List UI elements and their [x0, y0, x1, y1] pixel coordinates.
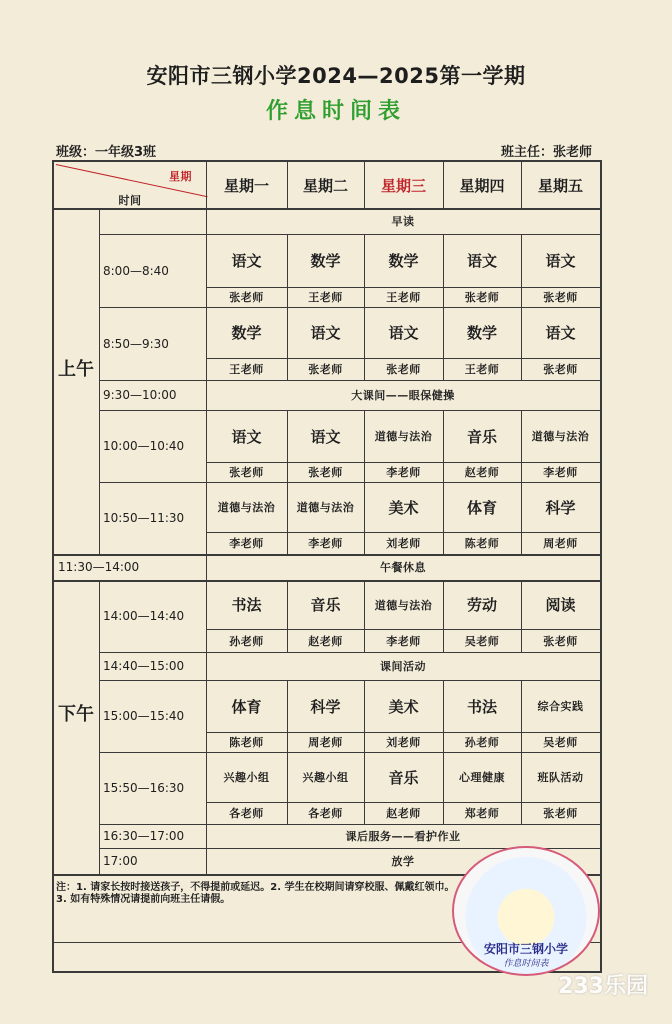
grid-line — [99, 752, 600, 753]
grid-line — [364, 162, 365, 208]
teacher-cell: 张老师 — [229, 466, 264, 479]
teacher-cell: 陈老师 — [464, 537, 500, 550]
time-slot: 14:40—15:00 — [103, 659, 185, 673]
grid-line — [206, 358, 600, 359]
grid-line — [99, 380, 600, 381]
teacher-cell: 张老师 — [543, 291, 578, 304]
teacher-cell: 王老师 — [464, 363, 500, 376]
teacher-cell: 王老师 — [229, 363, 264, 376]
teacher-cell: 王老师 — [386, 291, 421, 304]
subject-cell: 音乐 — [310, 596, 341, 614]
subject-cell: 兴趣小组 — [302, 771, 349, 784]
grid-line — [443, 680, 444, 824]
grid-line — [521, 162, 522, 208]
teacher-cell: 张老师 — [308, 466, 343, 479]
grid-line — [206, 732, 600, 733]
grid-line — [206, 462, 600, 463]
teacher-cell: 各老师 — [229, 807, 264, 820]
grid-line — [521, 680, 522, 824]
teacher-cell: 各老师 — [308, 807, 343, 820]
teacher-cell: 张老师 — [386, 363, 421, 376]
grid-line — [99, 652, 600, 653]
seal-subtext: 作息时间表 — [503, 959, 549, 969]
teacher-cell: 李老师 — [308, 537, 343, 550]
teacher-cell: 张老师 — [543, 363, 578, 376]
grid-line — [206, 629, 600, 630]
grid-line — [99, 482, 600, 483]
grid-line — [364, 410, 365, 554]
teacher-cell: 王老师 — [308, 291, 343, 304]
subject-cell: 美术 — [388, 498, 419, 517]
subject-cell: 心理健康 — [459, 771, 505, 784]
grid-line — [521, 410, 522, 554]
teacher-cell: 周老师 — [308, 736, 343, 749]
page-title: 安阳市三钢小学2024—2025第一学期 — [146, 64, 526, 88]
morning-reading-row: 早读 — [391, 215, 415, 228]
subject-cell: 音乐 — [388, 768, 419, 787]
grid-line — [99, 208, 100, 554]
subject-cell: 语文 — [388, 324, 419, 342]
teacher-cell: 刘老师 — [386, 736, 421, 749]
grid-line — [206, 287, 600, 288]
grid-line — [99, 234, 600, 235]
grid-line — [521, 580, 522, 652]
subject-cell: 美术 — [388, 697, 419, 716]
grid-line — [54, 580, 600, 582]
time-slot: 8:00—8:40 — [103, 263, 169, 278]
grid-line — [99, 824, 600, 825]
grid-line — [99, 580, 100, 874]
subject-cell: 语文 — [231, 427, 262, 446]
grid-line — [287, 580, 288, 652]
subject-cell: 数学 — [310, 252, 341, 270]
teacher-cell: 周老师 — [543, 537, 578, 550]
lunch-row: 午餐休息 — [380, 561, 426, 574]
activity-row: 课间活动 — [380, 660, 426, 673]
grid-line — [443, 580, 444, 652]
subject-cell: 书法 — [231, 596, 262, 614]
teacher-cell: 张老师 — [543, 807, 578, 820]
page-subtitle: 作息时间表 — [265, 99, 406, 124]
grid-line — [287, 162, 288, 208]
grid-line — [443, 410, 444, 554]
teacher-cell: 赵老师 — [308, 634, 343, 648]
subject-cell: 科学 — [310, 697, 341, 716]
break-row: 大课间——眼保健操 — [351, 389, 455, 402]
subject-cell: 书法 — [466, 697, 497, 716]
grid-line — [54, 554, 600, 556]
subject-cell: 道德与法治 — [531, 430, 590, 443]
day-header: 星期一 — [223, 176, 269, 195]
subject-cell: 数学 — [388, 252, 419, 270]
subject-cell: 语文 — [310, 427, 341, 446]
grid-line — [206, 162, 207, 874]
time-slot: 15:00—15:40 — [103, 709, 185, 723]
teacher-cell: 赵老师 — [386, 807, 421, 820]
grid-line — [287, 410, 288, 554]
school-seal — [452, 846, 600, 976]
grid-line — [443, 162, 444, 208]
subject-cell: 道德与法治 — [217, 501, 276, 514]
seal-text: 安阳市三钢小学 — [483, 942, 568, 956]
subject-cell: 劳动 — [466, 596, 497, 614]
subject-cell: 体育 — [231, 697, 262, 716]
teacher-cell: 张老师 — [308, 363, 343, 376]
afternoon-label: 下午 — [58, 704, 94, 725]
subject-cell: 数学 — [231, 324, 262, 342]
subject-cell: 语文 — [466, 252, 497, 270]
teacher-cell: 郑老师 — [464, 807, 500, 820]
time-slot: 14:00—14:40 — [103, 609, 185, 623]
grid-line — [364, 234, 365, 380]
teacher-info: 班主任：张老师 — [500, 145, 592, 160]
teacher-cell: 李老师 — [386, 466, 421, 479]
teacher-cell: 刘老师 — [386, 537, 421, 550]
subject-cell: 体育 — [466, 498, 497, 517]
teacher-cell: 李老师 — [386, 634, 421, 648]
notes-text: 注：1. 请家长按时接送孩子，不得提前或延迟。2. 学生在校期间请穿校服、佩戴红领巾。3. 如有特殊情况请提前向班主任请假。 — [56, 882, 455, 905]
subject-cell: 兴趣小组 — [223, 771, 270, 784]
teacher-cell: 赵老师 — [464, 466, 500, 479]
subject-cell: 科学 — [545, 498, 576, 517]
teacher-cell: 李老师 — [229, 537, 264, 550]
grid-line — [206, 532, 600, 533]
grid-line — [364, 580, 365, 652]
corner-time-label: 时间 — [118, 194, 142, 207]
grid-line — [287, 234, 288, 380]
grid-line — [521, 234, 522, 380]
time-slot: 10:50—11:30 — [103, 511, 185, 525]
after-school-row: 课后服务——看护作业 — [345, 830, 461, 843]
teacher-cell: 孙老师 — [229, 634, 264, 648]
grid-line — [99, 410, 600, 411]
day-header: 星期三 — [380, 176, 426, 195]
time-slot: 10:00—10:40 — [103, 439, 185, 453]
day-header: 星期二 — [302, 176, 348, 195]
class-info: 班级：一年级3班 — [56, 145, 157, 160]
time-slot: 15:50—16:30 — [103, 781, 185, 795]
teacher-cell: 张老师 — [229, 291, 264, 304]
subject-cell: 语文 — [310, 324, 341, 342]
teacher-cell: 吴老师 — [543, 736, 578, 749]
grid-line — [443, 234, 444, 380]
teacher-cell: 李老师 — [543, 466, 578, 479]
teacher-cell: 张老师 — [543, 634, 578, 648]
subject-cell: 班队活动 — [537, 771, 584, 784]
subject-cell: 道德与法治 — [374, 598, 433, 612]
day-header: 星期五 — [537, 176, 583, 195]
grid-line — [364, 680, 365, 824]
subject-cell: 语文 — [545, 324, 576, 342]
subject-cell: 阅读 — [545, 596, 576, 614]
time-slot: 11:30—14:00 — [58, 560, 140, 574]
grid-line — [287, 680, 288, 824]
day-header: 星期四 — [459, 176, 505, 195]
morning-label: 上午 — [58, 359, 94, 380]
subject-cell: 语文 — [231, 252, 262, 270]
teacher-cell: 孙老师 — [464, 736, 500, 749]
subject-cell: 综合实践 — [537, 700, 584, 713]
subject-cell: 道德与法治 — [296, 501, 355, 514]
time-slot: 9:30—10:00 — [103, 388, 177, 402]
dismissal-row: 放学 — [391, 855, 415, 868]
teacher-cell: 陈老师 — [229, 736, 264, 749]
grid-line — [206, 802, 600, 803]
grid-line — [99, 307, 600, 308]
time-slot: 16:30—17:00 — [103, 829, 185, 843]
teacher-cell: 张老师 — [464, 291, 500, 304]
watermark-logo: 233乐园 — [558, 974, 648, 999]
teacher-cell: 吴老师 — [464, 634, 500, 648]
time-slot: 17:00 — [103, 854, 138, 868]
subject-cell: 音乐 — [466, 427, 497, 446]
subject-cell: 道德与法治 — [374, 430, 433, 443]
time-slot: 8:50—9:30 — [103, 336, 169, 351]
subject-cell: 数学 — [466, 324, 497, 342]
grid-line — [54, 208, 600, 210]
corner-day-label: 星期 — [169, 170, 192, 183]
grid-line — [99, 680, 600, 681]
subject-cell: 语文 — [545, 252, 576, 270]
